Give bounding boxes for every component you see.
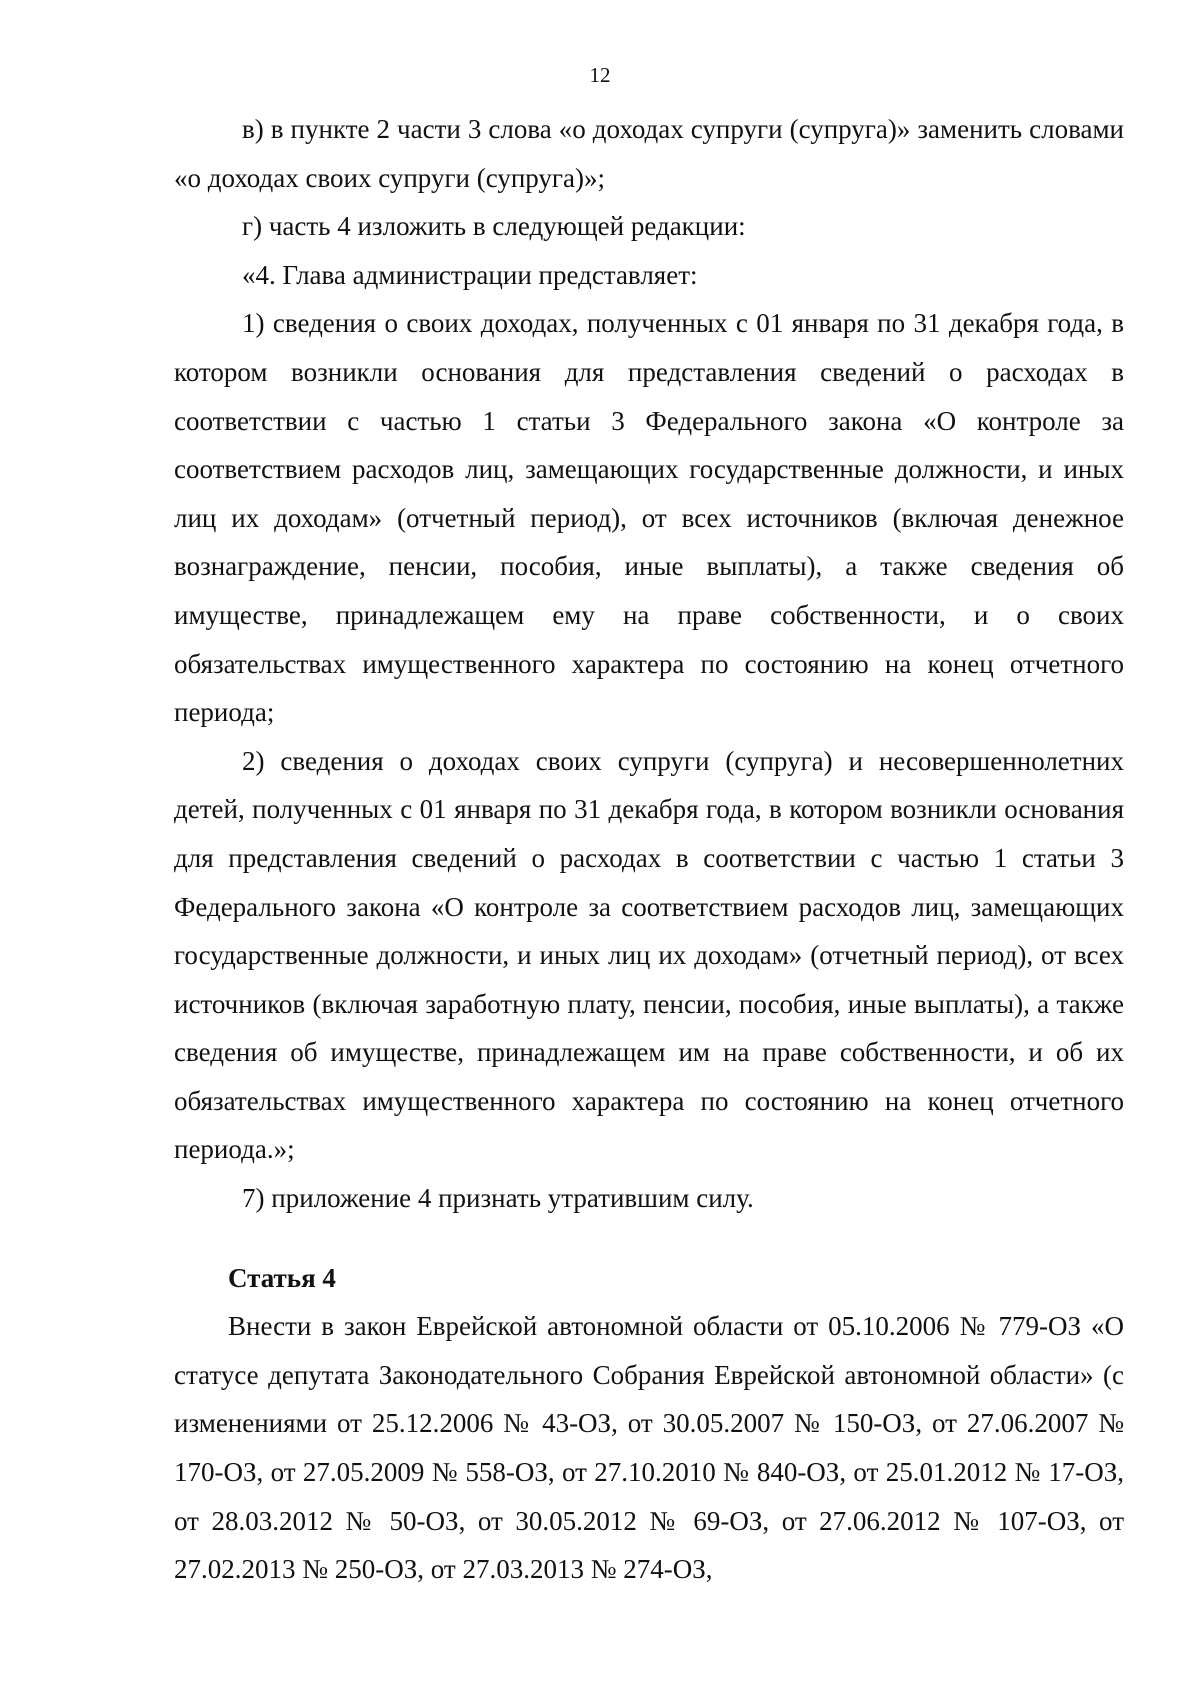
page-number: 12 bbox=[589, 63, 611, 87]
paragraph-v: в) в пункте 2 части 3 слова «о доходах супруги (супруга)» заменить словами «о доходах своих супруги (супруга)»; bbox=[174, 114, 1124, 193]
article-heading: Статья 4 bbox=[228, 1262, 336, 1293]
paragraph-g: г) часть 4 изложить в следующей редакции: bbox=[242, 211, 746, 242]
paragraph-part-4: «4. Глава администрации представляет: bbox=[242, 259, 698, 290]
paragraph-item-7: 7) приложение 4 признать утратившим силу. bbox=[242, 1183, 754, 1214]
paragraph-item-2: 2) сведения о доходах своих супруги (супруга) и несовершеннолетних детей, полученных с 01 января по 31 декабря года, в котором возникли основания для представления сведений о расходах в соответствии с частью 1 статьи 3 Федерального закона «О контроле за соответствием расходов лиц, замещающих государственные должности, и иных лиц их доходам» (отчетный период), от всех источников (включая заработную плату, пенсии, пособия, иные выплаты), а также сведения об имуществе, принадлежащем им на праве собственности, и об их обязательствах имущественного характера по состоянию на конец отчетного периода.»; bbox=[174, 745, 1124, 1165]
document-body bbox=[174, 105, 1124, 1594]
paragraph-item-1: 1) сведения о своих доходах, полученных с 01 января по 31 декабря года, в котором возникли основания для представления сведений о расходах в соответствии с частью 1 статьи 3 Федерального закона «О контроле за соответствием расходов лиц, замещающих государственные должности, и иных лиц их доходам» (отчетный период), от всех источников (включая денежное вознаграждение, пенсии, пособия, иные выплаты), а также сведения об имуществе, принадлежащем ему на праве собственности, и о своих обязательствах имущественного характера по состоянию на конец отчетного периода; bbox=[174, 308, 1124, 728]
article-text: Внести в закон Еврейской автономной области от 05.10.2006 № 779-ОЗ «О статусе депутата Законодательного Собрания Еврейской автономной области» (с изменениями от 25.12.2006 № 43-ОЗ, от 30.05.2007 № 150-ОЗ, от 27.06.2007 № 170-ОЗ, от 27.05.2009 № 558-ОЗ, от 27.10.2010 № 840-ОЗ, от 25.01.2012 № 17-ОЗ, от 28.03.2012 № 50-ОЗ, от 30.05.2012 № 69-ОЗ, от 27.06.2012 № 107-ОЗ, от 27.02.2013 № 250-ОЗ, от 27.03.2013 № 274-ОЗ, bbox=[174, 1311, 1124, 1585]
